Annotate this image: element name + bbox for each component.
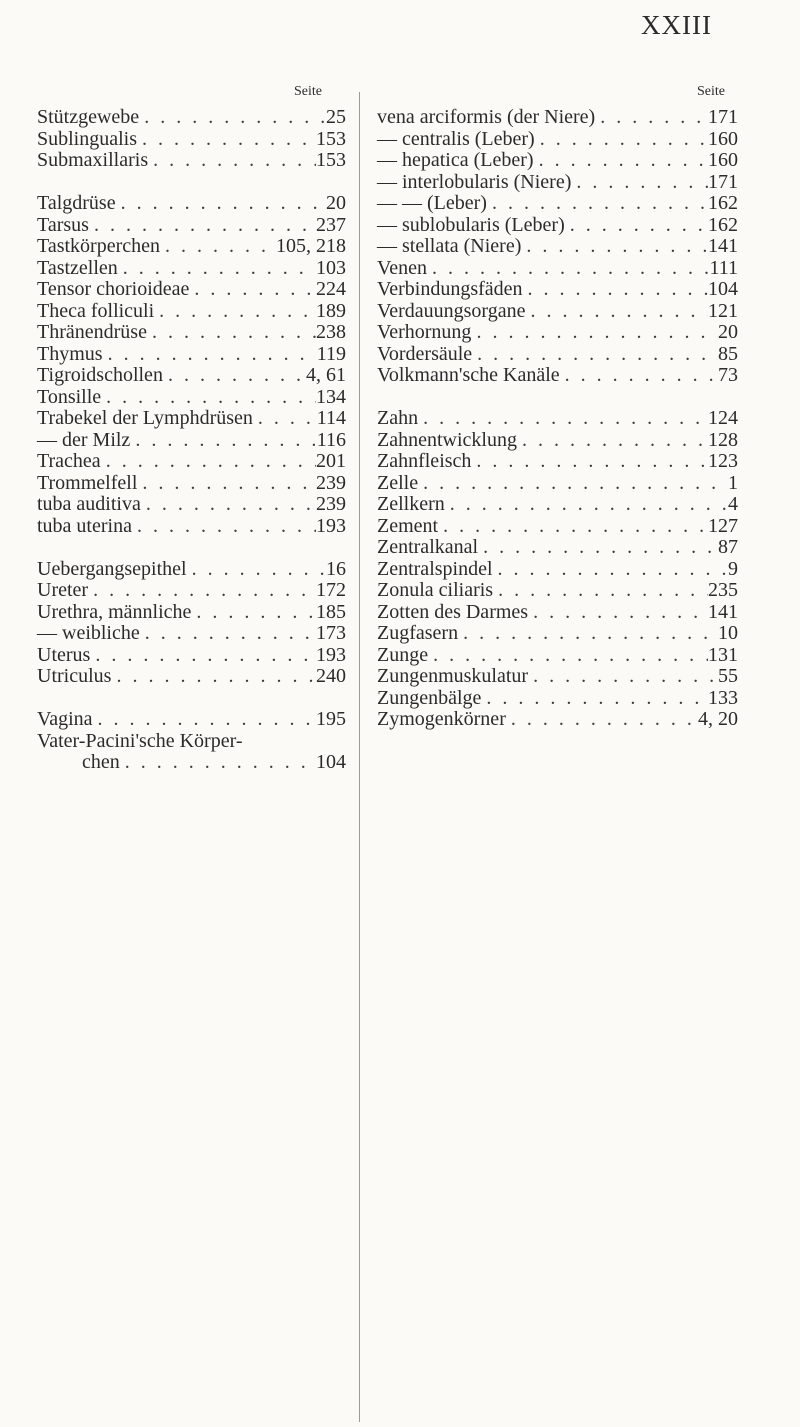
index-entry: [37, 408, 346, 430]
index-entry: [37, 236, 346, 258]
index-entry: [37, 709, 346, 731]
index-page-ref: 193: [316, 643, 346, 666]
index-term: Zotten des Darmes: [377, 600, 529, 623]
leader-dots: [160, 236, 276, 258]
index-term: Uebergangsepithel: [37, 557, 187, 580]
index-entry: [37, 559, 346, 581]
index-term: Zahnfleisch: [377, 450, 472, 472]
left-column-header: Seite: [294, 84, 322, 99]
index-page-ref: 85: [718, 342, 738, 365]
leader-dots: [187, 559, 326, 581]
leader-dots: [534, 150, 708, 172]
leader-dots: [191, 602, 316, 624]
index-page-ref: 4, 61: [306, 364, 346, 386]
index-term: Submaxillaris: [37, 149, 149, 171]
index-term: Tonsille: [37, 385, 102, 408]
index-term: Zonula ciliaris: [377, 579, 494, 601]
leader-dots: [101, 387, 316, 409]
leader-dots: [428, 645, 708, 667]
index-entry: [377, 623, 738, 645]
index-term: Trommelfell: [37, 471, 138, 494]
index-page-ref: 116: [316, 428, 346, 451]
leader-dots: [478, 537, 718, 559]
index-entry: [37, 129, 346, 151]
index-page-ref: 127: [708, 514, 738, 537]
right-column-header: Seite: [697, 84, 725, 99]
index-term: Verhornung: [377, 321, 472, 343]
index-term: Theca folliculi: [37, 299, 155, 322]
leader-dots: [130, 430, 316, 452]
index-term: — — (Leber): [377, 192, 487, 214]
index-entry: [377, 602, 738, 624]
index-entry: [37, 279, 346, 301]
index-entry: [37, 322, 346, 344]
index-page-ref: 1: [728, 471, 738, 494]
index-term: Vater-Pacini'sche Körper-: [37, 729, 243, 752]
index-term: Tigroidschollen: [37, 364, 163, 386]
index-term: — hepatica (Leber): [377, 149, 534, 171]
leader-dots: [90, 645, 316, 667]
leader-dots: [120, 752, 316, 774]
index-entry: [377, 322, 738, 344]
index-term: — centralis (Leber): [377, 127, 535, 150]
index-term: Volkmann'sche Kanäle: [377, 364, 560, 386]
leader-dots: [560, 365, 718, 387]
index-page-ref: 20: [326, 192, 346, 214]
leader-dots: [139, 107, 326, 129]
leader-dots: [472, 344, 718, 366]
index-page-ref: 104: [316, 751, 346, 773]
index-page-ref: 111: [709, 256, 738, 279]
index-entry: [37, 451, 346, 473]
index-entry: [377, 666, 738, 688]
index-page-ref: 9: [728, 557, 738, 580]
index-page-ref: 104: [708, 278, 738, 300]
index-page-ref: 160: [708, 127, 738, 150]
index-page-ref: 240: [316, 665, 346, 687]
index-page-ref: 224: [316, 278, 346, 300]
index-term: Vordersäule: [377, 342, 473, 365]
index-entry: [377, 645, 738, 667]
leader-dots: [140, 623, 316, 645]
leader-dots: [445, 494, 728, 516]
leader-dots: [154, 301, 316, 323]
leader-dots: [148, 150, 316, 172]
index-entry: [377, 451, 738, 473]
index-entry: [377, 430, 738, 452]
leader-dots: [418, 408, 708, 430]
index-term: — sublobularis (Leber): [377, 213, 565, 236]
index-entry: [377, 494, 738, 516]
leader-dots: [111, 666, 316, 688]
index-entry: [37, 215, 346, 237]
index-page-ref: 185: [316, 600, 346, 623]
index-page-ref: 162: [708, 213, 738, 236]
leader-dots: [535, 129, 708, 151]
index-term: Zymogenkörner: [377, 708, 506, 730]
index-page-ref: 237: [316, 213, 346, 236]
index-page-ref: 105, 218: [276, 235, 346, 257]
index-page-ref: 55: [718, 665, 738, 687]
index-entry: [377, 279, 738, 301]
index-entry: [37, 580, 346, 602]
index-term: Stützgewebe: [37, 106, 140, 128]
index-term: Trachea: [37, 450, 101, 472]
index-entry: [377, 537, 738, 559]
index-entry: [37, 752, 346, 774]
leader-dots: [571, 172, 708, 194]
index-entry: [37, 494, 346, 516]
index-entry: [37, 473, 346, 495]
page-number: XXIII: [641, 10, 712, 40]
index-term: Venen: [377, 256, 427, 279]
index-page-ref: 193: [316, 514, 346, 537]
index-page-ref: 171: [708, 170, 738, 193]
index-entry: [377, 365, 738, 387]
index-page-ref: 73: [718, 364, 738, 386]
index-entry: [377, 408, 738, 430]
leader-dots: [418, 473, 728, 495]
index-term: Verbindungsfäden: [377, 278, 523, 300]
index-gap: [37, 688, 346, 710]
index-term: Zentralkanal: [377, 536, 479, 558]
index-entry: [37, 623, 346, 645]
index-column-left: [37, 107, 346, 774]
index-page-ref: 20: [718, 321, 738, 343]
leader-dots: [118, 258, 316, 280]
index-page-ref: 4: [728, 493, 738, 515]
leader-dots: [132, 516, 316, 538]
leader-dots: [493, 580, 708, 602]
leader-dots: [163, 365, 306, 387]
index-entry: [37, 666, 346, 688]
index-entry: [377, 107, 738, 129]
index-term: Verdauungsorgane: [377, 299, 526, 322]
leader-dots: [506, 709, 698, 731]
leader-dots: [528, 602, 708, 624]
index-term: Sublingualis: [37, 127, 138, 150]
index-page-ref: 141: [708, 235, 738, 257]
index-term: Talgdrüse: [37, 192, 116, 214]
index-entry: [37, 107, 346, 129]
index-page-ref: 153: [316, 149, 346, 171]
index-entry: [37, 602, 346, 624]
index-page-ref: 235: [708, 579, 738, 601]
leader-dots: [471, 451, 708, 473]
index-term: Thymus: [37, 342, 103, 365]
index-term: tuba auditiva: [37, 493, 141, 515]
index-entry: [37, 516, 346, 538]
index-page-ref: 134: [316, 385, 346, 408]
leader-dots: [137, 129, 316, 151]
index-term: Zentralspindel: [377, 557, 493, 580]
index-page-ref: 87: [718, 536, 738, 558]
index-entry: [377, 129, 738, 151]
index-term: tuba uterina: [37, 514, 132, 537]
index-term: — interlobularis (Niere): [377, 170, 572, 193]
index-term: Zugfasern: [377, 622, 459, 644]
leader-dots: [189, 279, 316, 301]
index-gap: [377, 387, 738, 409]
index-page-ref: 121: [708, 299, 738, 322]
index-term: vena arciformis (der Niere): [377, 106, 596, 128]
leader-dots: [523, 279, 708, 301]
leader-dots: [481, 688, 708, 710]
index-page-ref: 16: [326, 557, 346, 580]
index-page-ref: 201: [316, 450, 346, 472]
index-term: Thränendrüse: [37, 321, 147, 343]
index-entry: [377, 344, 738, 366]
leader-dots: [137, 473, 316, 495]
index-term: Zungenmuskulatur: [377, 665, 529, 687]
index-entry: [37, 150, 346, 172]
index-term: Tastzellen: [37, 256, 118, 279]
index-page-ref: 162: [708, 192, 738, 214]
leader-dots: [253, 408, 317, 430]
index-term: Zahnentwicklung: [377, 428, 517, 451]
index-entry: [377, 236, 738, 258]
index-page-ref: 153: [316, 127, 346, 150]
index-page-ref: 103: [316, 256, 346, 279]
index-column-right: [377, 107, 738, 731]
index-term: Zelle: [377, 471, 419, 494]
index-entry: [377, 193, 738, 215]
index-term: Tastkörperchen: [37, 235, 160, 257]
index-page-ref: 4, 20: [698, 708, 738, 730]
index-entry: [377, 301, 738, 323]
index-entry: [377, 258, 738, 280]
index-term: Utriculus: [37, 665, 112, 687]
index-entry: [37, 645, 346, 667]
index-page-ref: 171: [708, 106, 738, 128]
index-term: — weibliche: [37, 622, 140, 644]
index-entry: [377, 559, 738, 581]
leader-dots: [147, 322, 316, 344]
index-entry: [37, 430, 346, 452]
index-entry: [377, 516, 738, 538]
index-page-ref: 128: [708, 428, 738, 451]
index-term: — der Milz: [37, 428, 131, 451]
leader-dots: [116, 193, 326, 215]
index-term: Zahn: [377, 407, 419, 429]
index-page-ref: 133: [708, 686, 738, 709]
index-term: Tensor chorioideae: [37, 278, 190, 300]
index-page-ref: 173: [316, 622, 346, 644]
index-term: Zunge: [377, 643, 429, 666]
leader-dots: [528, 666, 718, 688]
index-entry: [37, 258, 346, 280]
index-page-ref: 141: [708, 600, 738, 623]
index-page-ref: 189: [316, 299, 346, 322]
index-page-ref: 239: [316, 493, 346, 515]
index-entry: [377, 215, 738, 237]
index-entry: [37, 193, 346, 215]
index-page-ref: 195: [316, 708, 346, 730]
index-entry: [377, 688, 738, 710]
leader-dots: [487, 193, 708, 215]
index-page-ref: 160: [708, 149, 738, 171]
index-entry: [37, 344, 346, 366]
leader-dots: [88, 580, 316, 602]
leader-dots: [565, 215, 708, 237]
leader-dots: [595, 107, 708, 129]
leader-dots: [458, 623, 718, 645]
index-term: Zellkern: [377, 493, 445, 515]
leader-dots: [101, 451, 316, 473]
leader-dots: [93, 709, 316, 731]
leader-dots: [493, 559, 728, 581]
index-entry: [377, 580, 738, 602]
index-term: Zement: [377, 514, 439, 537]
leader-dots: [517, 430, 708, 452]
index-page-ref: 239: [316, 471, 346, 494]
index-term: Tarsus: [37, 213, 89, 236]
index-gap: [37, 537, 346, 559]
index-term: Uterus: [37, 643, 91, 666]
index-entry: [377, 709, 738, 731]
leader-dots: [438, 516, 708, 538]
leader-dots: [525, 301, 708, 323]
index-term: Ureter: [37, 579, 89, 601]
index-term: Vagina: [37, 708, 93, 730]
index-entry: [377, 473, 738, 495]
index-entry: [377, 172, 738, 194]
index-page-ref: 172: [316, 579, 346, 601]
index-term: Zungenbälge: [377, 686, 482, 709]
index-term: Trabekel der Lymphdrüsen: [37, 407, 253, 429]
column-divider: [359, 92, 360, 1422]
index-term: — stellata (Niere): [377, 235, 522, 257]
index-page-ref: 238: [316, 321, 346, 343]
leader-dots: [103, 344, 317, 366]
index-page-ref: 25: [326, 106, 346, 128]
index-term: chen: [82, 751, 120, 773]
leader-dots: [521, 236, 708, 258]
index-page-ref: 123: [708, 450, 738, 472]
index-page-ref: 114: [316, 407, 346, 429]
leader-dots: [89, 215, 316, 237]
leader-dots: [141, 494, 316, 516]
index-gap: [37, 172, 346, 194]
index-term: Urethra, männliche: [37, 600, 192, 623]
index-entry: [37, 387, 346, 409]
index-entry: [37, 365, 346, 387]
leader-dots: [427, 258, 710, 280]
index-entry: [37, 731, 346, 753]
index-page-ref: 10: [718, 622, 738, 644]
index-page-ref: 119: [316, 342, 346, 365]
index-page-ref: 131: [708, 643, 738, 666]
leader-dots: [471, 322, 718, 344]
index-entry: [377, 150, 738, 172]
index-page-ref: 124: [708, 407, 738, 429]
index-entry: [37, 301, 346, 323]
